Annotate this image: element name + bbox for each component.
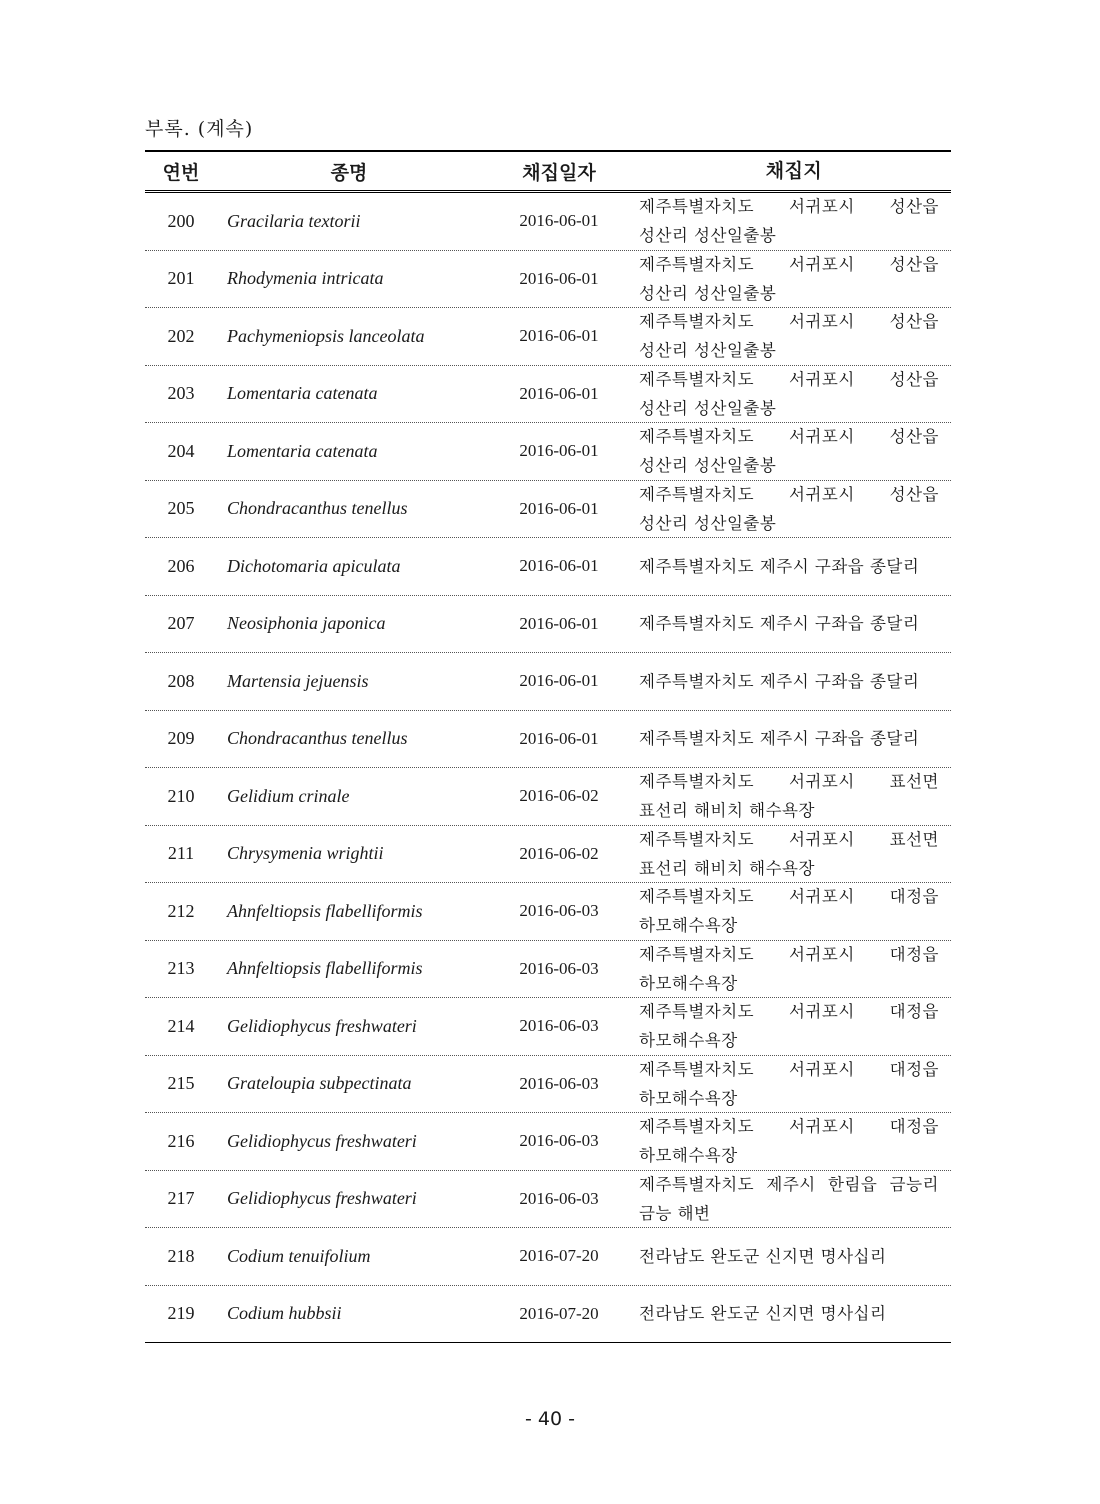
collection-location	[637, 480, 951, 538]
collection-date: 2016-06-01	[519, 613, 599, 633]
location-line-2: 표선리 해비치 해수욕장	[639, 801, 815, 821]
row-number: 217	[167, 1188, 195, 1209]
row-number: 216	[167, 1130, 195, 1151]
collection-location	[637, 1170, 951, 1228]
location-line-1: 제주특별자치도 서귀포시 성산읍	[639, 369, 939, 389]
collection-date: 2016-06-01	[519, 326, 599, 346]
collection-date: 2016-07-20	[519, 1246, 599, 1266]
location-line-2: 하모해수욕장	[639, 1146, 738, 1166]
collection-location	[637, 997, 951, 1055]
table-row	[145, 538, 951, 596]
location-line-1: 제주특별자치도 서귀포시 성산읍	[639, 484, 939, 504]
row-number: 205	[167, 498, 195, 519]
species-name: Martensia jejuensis	[227, 670, 369, 691]
row-number: 215	[167, 1073, 195, 1094]
collection-location	[637, 882, 951, 940]
table-row	[145, 711, 951, 769]
row-number: 219	[167, 1303, 195, 1324]
species-name: Chrysymenia wrightii	[227, 843, 384, 864]
header-no: 연번	[162, 161, 200, 184]
collection-location	[637, 1242, 951, 1271]
row-number: 206	[167, 555, 195, 576]
location-line-1: 제주특별자치도 제주시 구좌읍 종달리	[639, 671, 920, 691]
table-row	[145, 998, 951, 1056]
location-line-2: 표선리 해비치 해수욕장	[639, 858, 815, 878]
collection-location	[637, 552, 951, 581]
location-line-1: 전라남도 완도군 신지면 명사십리	[639, 1246, 887, 1266]
collection-location	[637, 365, 951, 423]
location-line-2: 성산리 성산일출봉	[639, 398, 777, 418]
row-number: 204	[167, 440, 195, 461]
row-number: 218	[167, 1245, 195, 1266]
collection-location	[637, 825, 951, 883]
location-line-1: 제주특별자치도 서귀포시 표선면	[639, 829, 939, 849]
location-line-2: 성산리 성산일출봉	[639, 283, 777, 303]
species-name: Dichotomaria apiculata	[227, 555, 401, 576]
collection-location	[637, 192, 951, 250]
row-number: 200	[167, 210, 195, 231]
collection-date: 2016-06-03	[519, 1188, 599, 1208]
collection-date: 2016-06-01	[519, 498, 599, 518]
row-number: 214	[167, 1015, 195, 1036]
collection-location	[637, 1112, 951, 1170]
location-line-1: 제주특별자치도 서귀포시 대정읍	[639, 944, 939, 964]
collection-date: 2016-06-02	[519, 843, 599, 863]
collection-location	[637, 422, 951, 480]
species-name: Chondracanthus tenellus	[227, 498, 408, 519]
table-row	[145, 1228, 951, 1286]
species-name: Ahnfeltiopsis flabelliformis	[227, 900, 423, 921]
collection-date: 2016-06-01	[519, 556, 599, 576]
location-line-1: 제주특별자치도 서귀포시 대정읍	[639, 1059, 939, 1079]
collection-date: 2016-06-03	[519, 1016, 599, 1036]
collection-date: 2016-06-01	[519, 211, 599, 231]
species-name: Lomentaria catenata	[227, 440, 378, 461]
table-row	[145, 308, 951, 366]
collection-location	[637, 724, 951, 753]
table-row	[145, 423, 951, 481]
table-header	[145, 150, 951, 193]
collection-date: 2016-06-01	[519, 671, 599, 691]
location-line-1: 제주특별자치도 서귀포시 성산읍	[639, 312, 939, 332]
collection-location	[637, 1055, 951, 1113]
location-line-1: 제주특별자치도 제주시 구좌읍 종달리	[639, 729, 920, 749]
species-name: Rhodymenia intricata	[227, 268, 384, 289]
location-line-2: 금능 해변	[639, 1203, 711, 1223]
row-number: 212	[167, 900, 195, 921]
location-line-2: 성산리 성산일출봉	[639, 226, 777, 246]
table-row	[145, 768, 951, 826]
location-line-1: 제주특별자치도 서귀포시 성산읍	[639, 254, 939, 274]
location-line-2: 하모해수욕장	[639, 973, 738, 993]
collection-date: 2016-06-03	[519, 1073, 599, 1093]
table-row	[145, 251, 951, 309]
species-name: Lomentaria catenata	[227, 383, 378, 404]
collection-date: 2016-06-03	[519, 958, 599, 978]
species-name: Codium hubbsii	[227, 1303, 342, 1324]
table-row	[145, 653, 951, 711]
location-line-2: 하모해수욕장	[639, 1088, 738, 1108]
location-line-2: 하모해수욕장	[639, 1031, 738, 1051]
table-row	[145, 1171, 951, 1229]
collection-date: 2016-06-01	[519, 268, 599, 288]
collection-location	[637, 250, 951, 308]
location-line-2: 성산리 성산일출봉	[639, 456, 777, 476]
collection-date: 2016-06-03	[519, 1131, 599, 1151]
row-number: 201	[167, 268, 195, 289]
species-name: Grateloupia subpectinata	[227, 1073, 412, 1094]
collection-location	[637, 307, 951, 365]
species-name: Gelidiophycus freshwateri	[227, 1188, 417, 1209]
species-name: Pachymeniopsis lanceolata	[227, 325, 425, 346]
location-line-1: 제주특별자치도 서귀포시 성산읍	[639, 427, 939, 447]
header-species: 종명	[330, 161, 368, 184]
species-name: Gelidium crinale	[227, 785, 350, 806]
table-body	[145, 193, 951, 1343]
table-row	[145, 481, 951, 539]
location-line-1: 제주특별자치도 서귀포시 대정읍	[639, 1117, 939, 1137]
collection-date: 2016-07-20	[519, 1303, 599, 1323]
table-row	[145, 1056, 951, 1114]
location-line-1: 전라남도 완도군 신지면 명사십리	[639, 1304, 887, 1324]
location-line-1: 제주특별자치도 서귀포시 표선면	[639, 772, 939, 792]
location-line-1: 제주특별자치도 서귀포시 대정읍	[639, 1002, 939, 1022]
row-number: 207	[167, 613, 195, 634]
specimen-table	[145, 150, 951, 1343]
row-number: 209	[167, 728, 195, 749]
table-row	[145, 941, 951, 999]
location-line-1: 제주특별자치도 제주시 구좌읍 종달리	[639, 614, 920, 634]
collection-date: 2016-06-01	[519, 383, 599, 403]
collection-location	[637, 767, 951, 825]
collection-location	[637, 667, 951, 696]
species-name: Codium tenuifolium	[227, 1245, 371, 1266]
species-name: Neosiphonia japonica	[227, 613, 386, 634]
row-number: 210	[167, 785, 195, 806]
table-caption: 부록. (계속)	[145, 118, 254, 140]
row-number: 213	[167, 958, 195, 979]
species-name: Gelidiophycus freshwateri	[227, 1130, 417, 1151]
location-line-1: 제주특별자치도 제주시 한림읍 금능리	[639, 1174, 939, 1194]
location-line-1: 제주특별자치도 서귀포시 성산읍	[639, 197, 939, 217]
row-number: 208	[167, 670, 195, 691]
row-number: 203	[167, 383, 195, 404]
header-date: 채집일자	[522, 161, 596, 184]
table-row	[145, 193, 951, 251]
table-row	[145, 366, 951, 424]
row-number: 211	[167, 843, 195, 864]
collection-date: 2016-06-01	[519, 728, 599, 748]
location-line-2: 성산리 성산일출봉	[639, 341, 777, 361]
collection-location	[637, 1299, 951, 1328]
species-name: Gelidiophycus freshwateri	[227, 1015, 417, 1036]
species-name: Chondracanthus tenellus	[227, 728, 408, 749]
collection-date: 2016-06-02	[519, 786, 599, 806]
table-row	[145, 1113, 951, 1171]
location-line-2: 성산리 성산일출봉	[639, 513, 777, 533]
page-number: - 40 -	[525, 1408, 575, 1430]
table-row	[145, 1286, 951, 1344]
table-row	[145, 596, 951, 654]
location-line-1: 제주특별자치도 제주시 구좌읍 종달리	[639, 556, 920, 576]
collection-location	[637, 940, 951, 998]
header-location: 채집지	[765, 159, 823, 182]
location-line-2: 하모해수욕장	[639, 916, 738, 936]
location-line-1: 제주특별자치도 서귀포시 대정읍	[639, 887, 939, 907]
collection-date: 2016-06-03	[519, 901, 599, 921]
species-name: Gracilaria textorii	[227, 210, 361, 231]
table-row	[145, 826, 951, 884]
table-row	[145, 883, 951, 941]
row-number: 202	[167, 325, 195, 346]
species-name: Ahnfeltiopsis flabelliformis	[227, 958, 423, 979]
collection-location	[637, 609, 951, 638]
collection-date: 2016-06-01	[519, 441, 599, 461]
